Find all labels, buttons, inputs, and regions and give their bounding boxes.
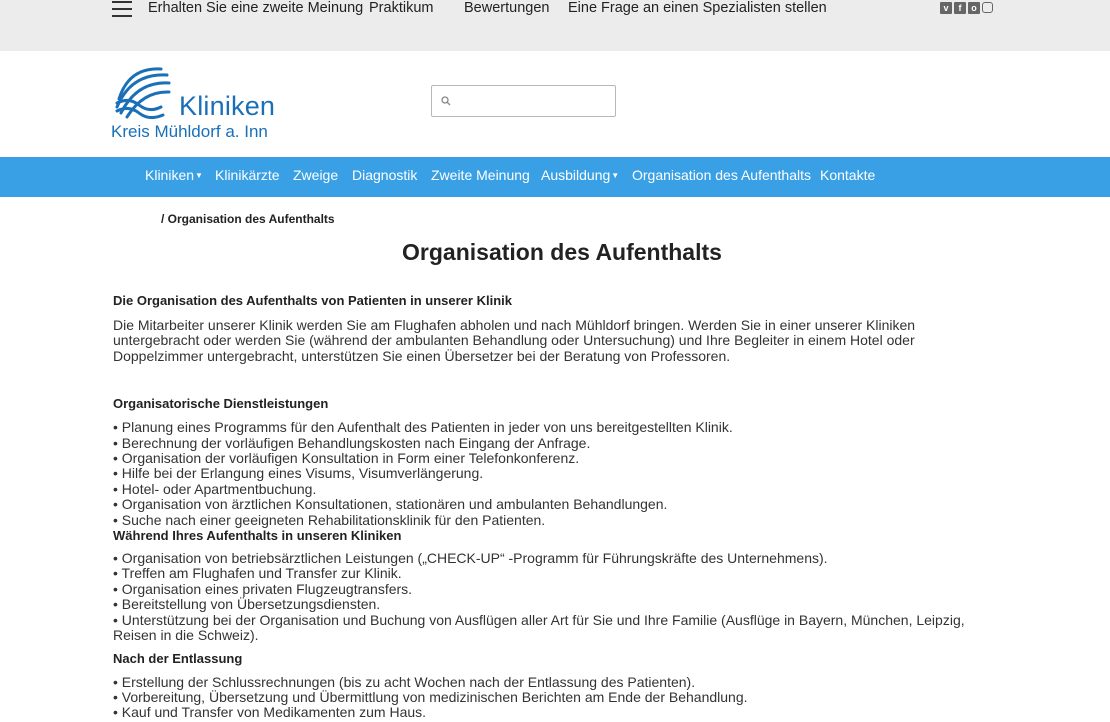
nav-item-zweite-meinung[interactable] [431, 167, 530, 183]
nav-item-zweige[interactable] [293, 167, 338, 183]
top-link-ask-specialist[interactable]: Eine Frage an einen Spezialisten stellen [568, 0, 827, 16]
list-item: • Planung eines Programms für den Aufenthalt des Patienten in jeder von uns bereitgestellten Klinik. [113, 419, 733, 436]
intro-paragraph: Die Mitarbeiter unserer Klinik werden Sie am Flughafen abholen und nach Mühldorf bringen. Werden Sie in einer unserer Kliniken untergebracht oder werden Sie (während der ambulanten Behandlung oder Untersuchung) und Ihre Begleiter in einem Hotel oder Doppelzimmer untergebracht, unterstützen Sie einen Übersetzer bei der Beratung von Professoren. [113, 317, 916, 364]
logo-wave-icon [111, 59, 173, 123]
page-title: Organisation des Aufenthalts [402, 239, 722, 265]
logo-text-kliniken: Kliniken [179, 91, 276, 121]
search-box[interactable] [431, 85, 616, 117]
list-item: • Treffen am Flughafen und Transfer zur Klinik. [113, 565, 402, 582]
section-heading: Organisatorische Dienstleistungen [113, 396, 329, 412]
search-icon [441, 96, 451, 106]
top-bar [0, 0, 1110, 51]
list-item: • Erstellung der Schlussrechnungen (bis zu acht Wochen nach der Entlassung des Patienten). [113, 673, 696, 690]
nav-item-klinikaerzte[interactable] [215, 167, 280, 183]
nav-item-ausbildung[interactable] [541, 167, 619, 183]
chevron-down-icon: ▼ [195, 171, 203, 180]
nav-label: Zweige [293, 167, 339, 183]
social-links [940, 2, 993, 14]
main-content [113, 293, 1003, 721]
nav-item-diagnostik[interactable] [352, 167, 417, 183]
chevron-down-icon: ▼ [611, 171, 620, 180]
hamburger-menu-icon[interactable] [112, 1, 132, 17]
facebook-icon[interactable]: f [954, 2, 966, 14]
nav-item-kontakte[interactable] [820, 167, 875, 183]
top-link-internship[interactable]: Praktikum [369, 0, 434, 16]
top-link-second-opinion[interactable]: Erhalten Sie eine zweite Meinung [148, 0, 364, 16]
main-nav [0, 157, 1110, 197]
list-item: • Organisation von ärztlichen Konsultationen, stationären und ambulanten Behandlungen. [113, 496, 668, 513]
breadcrumb: / Organisation des Aufenthalts [161, 212, 335, 226]
section-heading: Nach der Entlassung [113, 650, 243, 666]
list-item: • Organisation der vorläufigen Konsultation in Form einer Telefonkonferenz. [113, 450, 580, 467]
odnoklassniki-icon[interactable]: o [968, 2, 980, 14]
nav-label: Diagnostik [352, 167, 418, 183]
list-item: • Suche nach einer geeigneten Rehabilitationsklinik für den Patienten. [113, 511, 546, 528]
nav-label: Kliniken [145, 167, 195, 183]
top-link-reviews[interactable]: Bewertungen [464, 0, 550, 16]
section-heading: Während Ihres Aufenthalts in unseren Kliniken [113, 528, 402, 544]
discharge-list [113, 675, 1003, 721]
site-header [0, 51, 1110, 157]
nav-label: Zweite Meinung [431, 167, 530, 183]
nav-label: Organisation des Aufenthalts [632, 167, 812, 183]
services-list [113, 420, 1003, 528]
nav-item-organisation[interactable] [632, 167, 811, 183]
nav-label: Ausbildung [541, 167, 611, 183]
logo-text-location: Kreis Mühldorf a. Inn [111, 122, 268, 141]
list-item: • Kauf und Transfer von Medikamenten zum Haus. [113, 704, 427, 721]
nav-label: Klinikärzte [215, 167, 280, 183]
list-item: • Hilfe bei der Erlangung eines Visums, Visumverlängerung. [113, 465, 484, 482]
list-item: • Organisation von betriebsärztlichen Leistungen („CHECK-UP“ -Programm für Führungskräfte des Unternehmens). [113, 550, 828, 567]
list-item: • Berechnung der vorläufigen Behandlungskosten nach Eingang der Anfrage. [113, 434, 591, 451]
list-item: • Bereitstellung von Übersetzungsdiensten. [113, 596, 381, 613]
section-heading: Die Organisation des Aufenthalts von Patienten in unserer Klinik [113, 293, 512, 308]
list-item: • Vorbereitung, Übersetzung und Übermittlung von medizinischen Berichten am Ende der Behandlung. [113, 688, 748, 705]
nav-item-kliniken[interactable] [145, 167, 203, 183]
instagram-icon[interactable] [982, 2, 993, 13]
vk-icon[interactable]: v [940, 2, 952, 14]
list-item: • Hotel- oder Apartmentbuchung. [113, 480, 317, 497]
list-item: • Organisation eines privaten Flugzeugtransfers. [113, 580, 413, 597]
nav-label: Kontakte [820, 167, 876, 183]
stay-list [113, 551, 1003, 643]
list-item: • Unterstützung bei der Organisation und Buchung von Ausflügen aller Art für Sie und Ihre Familie (Ausflüge in Bayern, München, Leipzig, Reisen in die Schweiz). [113, 611, 965, 644]
